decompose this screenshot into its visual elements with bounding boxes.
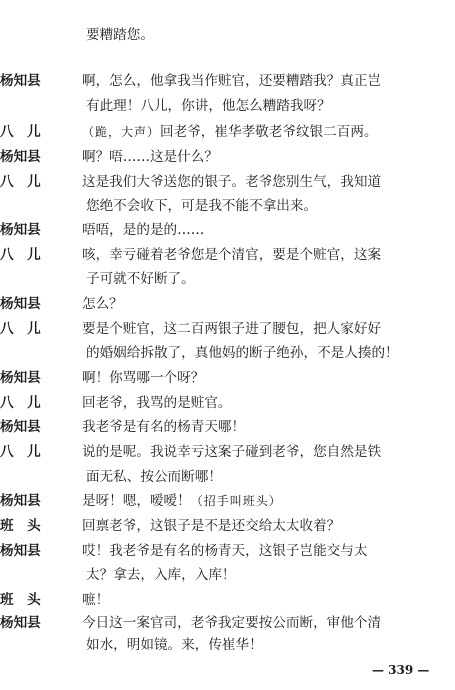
dialogue-line	[0, 490, 455, 512]
dialogue-line	[0, 612, 455, 634]
speaker-name: 八 儿	[0, 247, 41, 263]
dialogue-line	[0, 392, 455, 414]
dialogue-line	[0, 318, 455, 340]
speaker-name: 八 儿	[0, 174, 41, 190]
dialogue-text: 唔唔，是的是的……	[82, 222, 205, 238]
dialogue-line	[0, 367, 455, 389]
dialogue-line	[0, 244, 455, 266]
speaker-name: 杨知县	[0, 493, 41, 509]
speaker-name: 杨知县	[0, 296, 41, 312]
speaker-name: 杨知县	[0, 615, 41, 631]
dialogue-line	[0, 589, 455, 611]
dialogue-text: 面无私、按公而断哪！	[86, 469, 222, 485]
dialogue-line	[0, 634, 360, 656]
speaker-name: 杨知县	[0, 419, 41, 435]
speaker-name: 杨知县	[0, 73, 41, 89]
dialogue-line	[0, 219, 455, 241]
dialogue-text	[82, 490, 455, 512]
speaker-name: 八 儿	[0, 395, 41, 411]
dialogue-text: 啊？唔……这是什么？	[82, 149, 218, 165]
dialogue-line	[0, 70, 455, 92]
dialogue-line	[0, 293, 455, 315]
dialogue-text: 回禀老爷，这银子是不是还交给太太收着？	[82, 518, 341, 534]
dialogue-line	[0, 466, 455, 488]
dialogue-line	[0, 540, 455, 562]
dialogue-line	[0, 146, 455, 168]
dialogue-text: 说的是呢。我说幸亏这案子碰到老爷，您自然是铁	[82, 444, 382, 460]
dialogue-line	[0, 515, 455, 537]
dialogue-text: 今日这一案官司，老爷我定要按公而断，审他个清	[82, 615, 382, 631]
speaker-name: 班 头	[0, 518, 41, 534]
dialogue-line	[0, 268, 455, 290]
dialogue-text: 怎么？	[82, 296, 123, 312]
dialogue-text: 啊，怎么，他拿我当作赃官，还要糟踏我？真正岂	[82, 73, 382, 89]
dialogue-text: 我老爷是有名的杨青天哪！	[82, 419, 246, 435]
dialogue-line	[0, 95, 455, 117]
speaker-name: 杨知县	[0, 222, 41, 238]
speaker-name: 杨知县	[0, 543, 41, 559]
speaker-name: 八 儿	[0, 444, 41, 460]
page-number: — 339 —	[372, 663, 430, 677]
dialogue-text: 啊！你骂哪一个呀？	[82, 370, 205, 386]
dialogue-text: 您绝不会收下，可是我不能不拿出来。	[86, 198, 318, 214]
stage-direction: （跪，大声）	[82, 125, 161, 139]
speaker-name: 班 头	[0, 592, 41, 608]
dialogue-text: 咳，幸亏碰着老爷您是个清官，要是个赃官，这案	[82, 247, 382, 263]
dialogue-text: 要是个赃官，这二百两银子进了腰包，把人家好好	[82, 321, 382, 337]
dialogue-text: 的婚姻给拆散了，真他妈的断子绝孙，不是人揍的！	[86, 345, 399, 361]
dialogue-text-body: 是呀！嗯，嗳嗳！	[82, 493, 191, 509]
dialogue-text: 子可就不好断了。	[86, 271, 195, 287]
dialogue-line	[0, 121, 455, 143]
dialogue-text: 要糟踏您。	[86, 27, 154, 43]
speaker-name: 八 儿	[0, 321, 41, 337]
dialogue-text: 如水，明如镜。来，传崔华！	[86, 637, 263, 653]
dialogue-line	[0, 171, 455, 193]
stage-direction: （招手叫班头）	[190, 494, 282, 508]
dialogue-text: 这是我们大爷送您的银子。老爷您别生气，我知道	[82, 174, 382, 190]
dialogue-line	[0, 195, 455, 217]
dialogue-text-body: 回老爷，崔华孝敬老爷纹银二百两。	[160, 124, 378, 140]
dialogue-line	[0, 564, 455, 586]
dialogue-text: 嗻！	[82, 592, 110, 608]
dialogue-line	[0, 441, 455, 463]
dialogue-text: 太？拿去，入库，入库！	[86, 567, 236, 583]
dialogue-text: 哎！我老爷是有名的杨青天，这银子岂能交与太	[82, 543, 368, 559]
dialogue-text: 有此理！八儿，你讲，他怎么糟踏我呀？	[86, 98, 331, 114]
speaker-name: 八 儿	[0, 124, 41, 140]
dialogue-text: 回老爷，我骂的是赃官。	[82, 395, 232, 411]
dialogue-text	[82, 121, 455, 143]
dialogue-line	[0, 342, 455, 364]
dialogue-line	[0, 24, 455, 46]
speaker-name: 杨知县	[0, 370, 41, 386]
dialogue-line	[0, 416, 455, 438]
speaker-name: 杨知县	[0, 149, 41, 165]
